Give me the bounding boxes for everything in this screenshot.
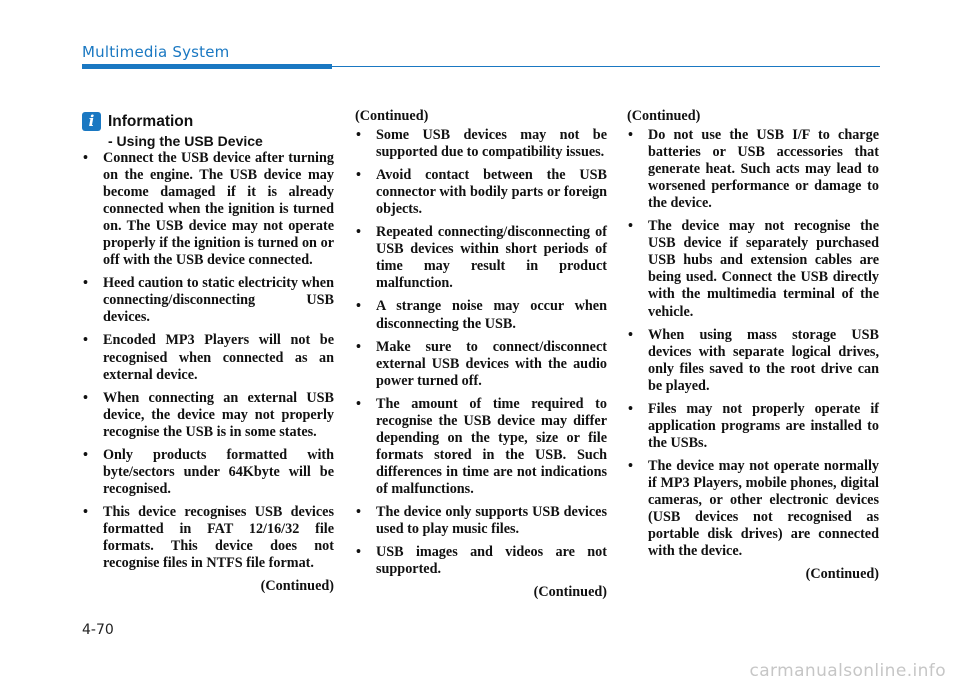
continued-label: (Continued): [805, 566, 879, 583]
section-title: Multimedia System: [82, 43, 230, 61]
list-item: • Connect the USB device after turning on the engine. The USB device may become damaged if it is already connected when the ignition is turned on. The USB device may not operate properly if the ignition is turned on or off with the USB device connected.: [82, 150, 334, 269]
list-item: • Avoid contact between the USB connector with bodily parts or foreign objects.: [355, 167, 607, 218]
continued-label: (Continued): [260, 578, 334, 595]
list-item: • Repeated connecting/disconnecting of USB devices within short periods of time may result in product malfunction.: [355, 224, 607, 292]
continued-label: (Continued): [355, 108, 429, 124]
page-number: 4-70: [82, 622, 114, 638]
list-item: • When using mass storage USB devices with separate logical drives, only files saved to the root drive can be played.: [627, 327, 879, 395]
list-item: • Do not use the USB I/F to charge batteries or USB accessories that generate heat. Such acts may lead to worsened performance or damage to the device.: [627, 127, 879, 212]
information-heading: [82, 112, 334, 150]
watermark: carmanualsonline.info: [749, 661, 946, 681]
column-1: [82, 108, 334, 595]
bullet-list: [355, 127, 607, 578]
info-icon: i: [82, 112, 101, 131]
list-item: • The device may not recognise the USB device if separately purchased USB hubs and extension cables are being used. Connect the USB directly with the multimedia terminal of the vehicle.: [627, 218, 879, 320]
bullet-list: [627, 127, 879, 560]
list-item: • Encoded MP3 Players will not be recognised when connected as an external device.: [82, 332, 334, 383]
list-item: • The amount of time required to recognise the USB device may differ depending on the type, size or file formats stored in the USB. Such differences in time are not indications of malfunctions.: [355, 396, 607, 498]
continued-label: (Continued): [533, 584, 607, 601]
list-item: • A strange noise may occur when disconnecting the USB.: [355, 298, 607, 332]
list-item: • USB images and videos are not supported.: [355, 544, 607, 578]
list-item: • Only products formatted with byte/sectors under 64Kbyte will be recognised.: [82, 447, 334, 498]
list-item: • This device recognises USB devices formatted in FAT 12/16/32 file formats. This device does not recognise files in NTFS file format.: [82, 504, 334, 572]
column-2: [355, 108, 607, 601]
header-rule: [332, 66, 880, 67]
header-rule-accent: [82, 64, 332, 69]
list-item: • Some USB devices may not be supported due to compatibility issues.: [355, 127, 607, 161]
list-item: • The device only supports USB devices used to play music files.: [355, 504, 607, 538]
list-item: • Files may not properly operate if application programs are installed to the USBs.: [627, 401, 879, 452]
list-item: • The device may not operate normally if MP3 Players, mobile phones, digital cameras, or other electronic devices (USB devices not recognised as portable disk drives) are connected with the device.: [627, 458, 879, 560]
information-title: Information: [108, 113, 194, 130]
column-3: [627, 108, 879, 583]
list-item: • Make sure to connect/disconnect external USB devices with the audio power turned off.: [355, 339, 607, 390]
list-item: • Heed caution to static electricity when connecting/disconnecting USB devices.: [82, 275, 334, 326]
continued-label: (Continued): [627, 108, 701, 124]
bullet-list: [82, 150, 334, 572]
list-item: • When connecting an external USB device, the device may not properly recognise the USB is in some states.: [82, 390, 334, 441]
information-subtitle: - Using the USB Device: [108, 133, 263, 149]
